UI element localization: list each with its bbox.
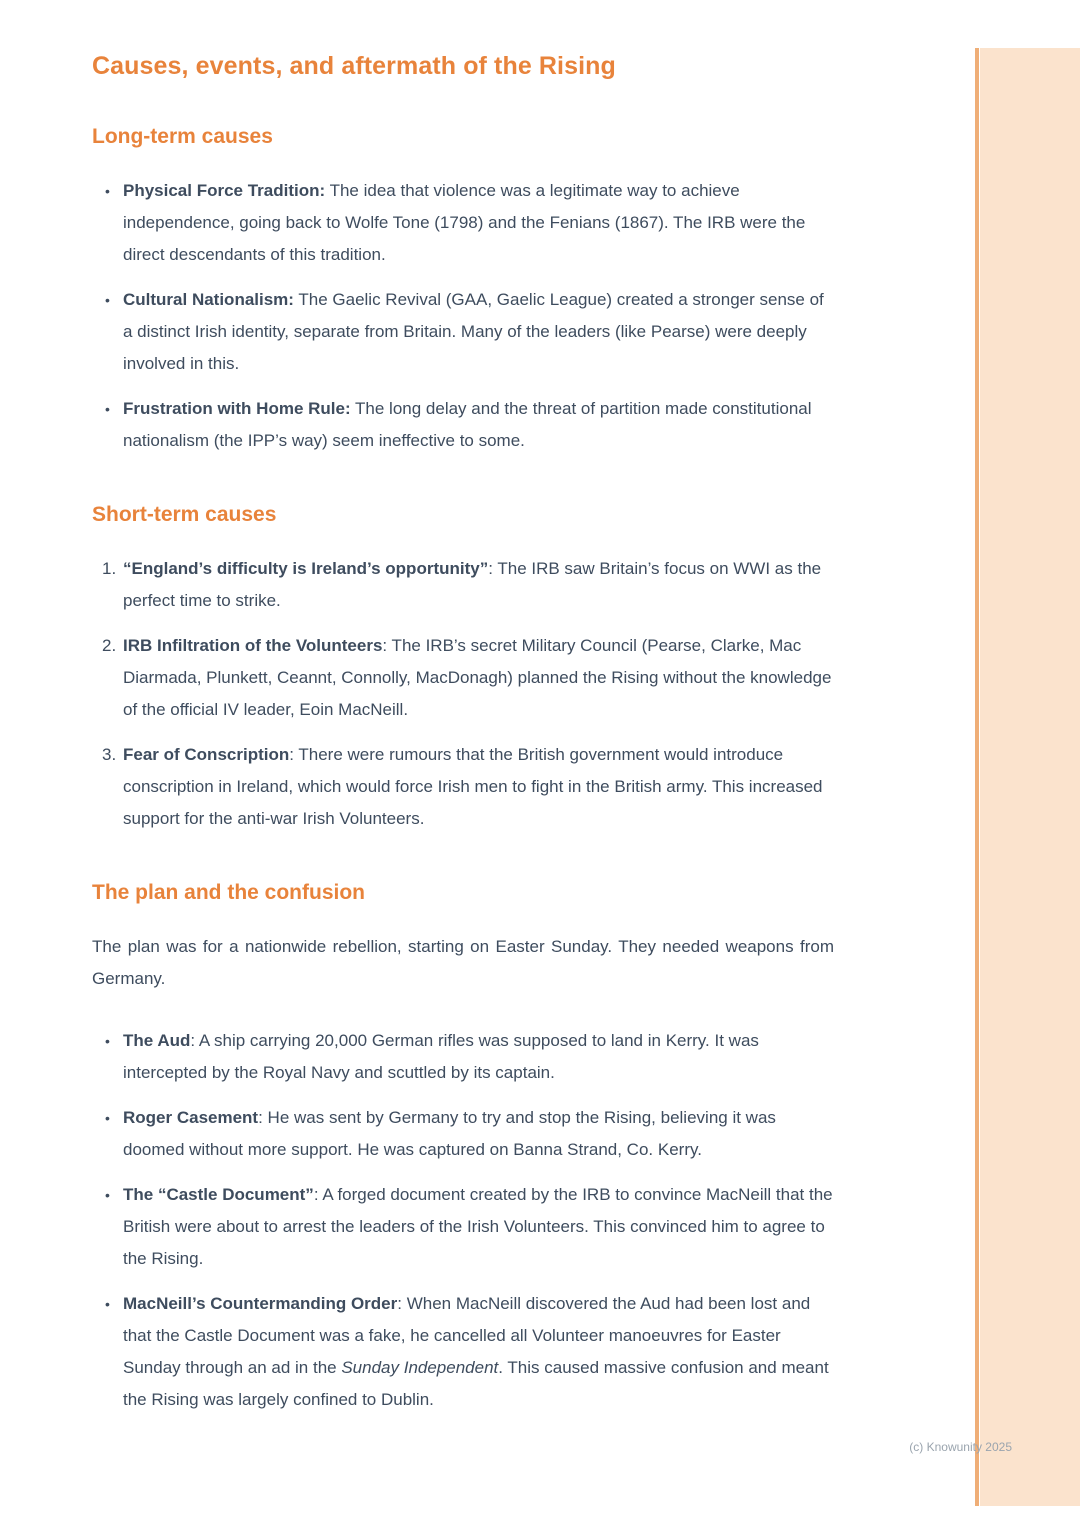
number-marker: 3. (102, 745, 117, 764)
list-item (92, 1288, 834, 1416)
list-item (92, 284, 834, 380)
list-item (92, 630, 834, 726)
section-heading: Long-term causes (92, 125, 273, 148)
list-item (92, 553, 834, 617)
list-item (92, 1025, 834, 1089)
number-marker: 1. (102, 559, 117, 578)
bullet-marker: • (105, 1033, 110, 1049)
bullet-marker: • (105, 1187, 110, 1203)
sections-container (92, 125, 834, 1416)
bullet-list (92, 1025, 834, 1416)
bullet-list (92, 175, 834, 457)
list-item-text (123, 1288, 834, 1416)
section-heading: Short-term causes (92, 503, 277, 526)
section (92, 125, 834, 457)
list-item-text (123, 175, 834, 271)
text-segment: The long delay and the threat of partition made constitutional nationalism (the IPP’s way) seem ineffective to some. (123, 399, 812, 450)
section (92, 881, 834, 1416)
text-segment: Roger Casement (123, 1108, 259, 1127)
numbered-list (92, 553, 834, 835)
text-segment: Fear of Conscription (123, 745, 290, 764)
list-item (92, 1179, 834, 1275)
list-item-text (123, 739, 834, 835)
text-segment: “England’s difficulty is Ireland’s opportunity” (123, 559, 489, 578)
page-margin-stripe (980, 48, 1080, 1506)
page-accent-rule (975, 48, 979, 1506)
list-item-text (123, 1102, 834, 1166)
bullet-marker: • (105, 292, 110, 308)
text-segment: The “Castle Document” (123, 1185, 314, 1204)
text-segment: Sunday Independent (341, 1358, 499, 1377)
text-segment: : When MacNeill discovered the Aud had been lost and that the Castle Document was a fake, he cancelled all Volunteer manoeuvres for Easter Sunday through an ad in the (123, 1294, 811, 1377)
text-segment: : A forged document created by the IRB to convince MacNeill that the British were about to arrest the leaders of the Irish Volunteers. This convinced him to agree to the Rising. (123, 1185, 833, 1268)
list-item (92, 739, 834, 835)
bullet-marker: • (105, 1296, 110, 1312)
list-item-text (123, 630, 834, 726)
list-item-text (123, 284, 834, 380)
text-segment: : The IRB’s secret Military Council (Pearse, Clarke, Mac Diarmada, Plunkett, Ceannt, Connolly, MacDonagh) planned the Rising without the knowledge of the official IV leader, Eoin MacNeill. (123, 636, 832, 719)
text-segment: . This caused massive confusion and meant the Rising was largely confined to Dublin. (123, 1358, 829, 1409)
copyright-watermark: (c) Knowunity 2025 (909, 1440, 1012, 1454)
list-item-text (123, 553, 834, 617)
list-item-text (123, 393, 834, 457)
section-heading: The plan and the confusion (92, 881, 365, 904)
section-intro (92, 931, 834, 995)
list-item (92, 393, 834, 457)
list-item-text (123, 1179, 834, 1275)
text-segment: : There were rumours that the British government would introduce conscription in Ireland, which would force Irish men to fight in the British army. This increased support for the anti-war Irish Volunteers. (123, 745, 823, 828)
text-segment: Physical Force Tradition: (123, 181, 326, 200)
text-segment: : He was sent by Germany to try and stop the Rising, believing it was doomed without more support. He was captured on Banna Strand, Co. Kerry. (123, 1108, 776, 1159)
text-segment: Frustration with Home Rule: (123, 399, 351, 418)
text-segment: : A ship carrying 20,000 German rifles was supposed to land in Kerry. It was intercepted by the Royal Navy and scuttled by its captain. (123, 1031, 759, 1082)
list-item (92, 175, 834, 271)
list-item (92, 1102, 834, 1166)
list-item-text (123, 1025, 834, 1089)
text-segment: MacNeill’s Countermanding Order (123, 1294, 398, 1313)
text-segment: : The IRB saw Britain’s focus on WWI as the perfect time to strike. (123, 559, 822, 610)
bullet-marker: • (105, 401, 110, 417)
text-segment: IRB Infiltration of the Volunteers (123, 636, 383, 655)
text-segment: The Aud (123, 1031, 191, 1050)
text-segment: The Gaelic Revival (GAA, Gaelic League) created a stronger sense of a distinct Irish identity, separate from Britain. Many of the leaders (like Pearse) were deeply involved in this. (123, 290, 824, 373)
number-marker: 2. (102, 636, 117, 655)
document-body (92, 52, 834, 1429)
page-title: Causes, events, and aftermath of the Rising (92, 52, 616, 80)
text-segment: The idea that violence was a legitimate way to achieve independence, going back to Wolfe Tone (1798) and the Fenians (1867). The IRB were the direct descendants of this tradition. (123, 181, 806, 264)
bullet-marker: • (105, 1110, 110, 1126)
text-segment: The plan was for a nationwide rebellion, starting on Easter Sunday. They needed weapons from Germany. (92, 937, 834, 988)
text-segment: Cultural Nationalism: (123, 290, 294, 309)
section (92, 503, 834, 835)
bullet-marker: • (105, 183, 110, 199)
